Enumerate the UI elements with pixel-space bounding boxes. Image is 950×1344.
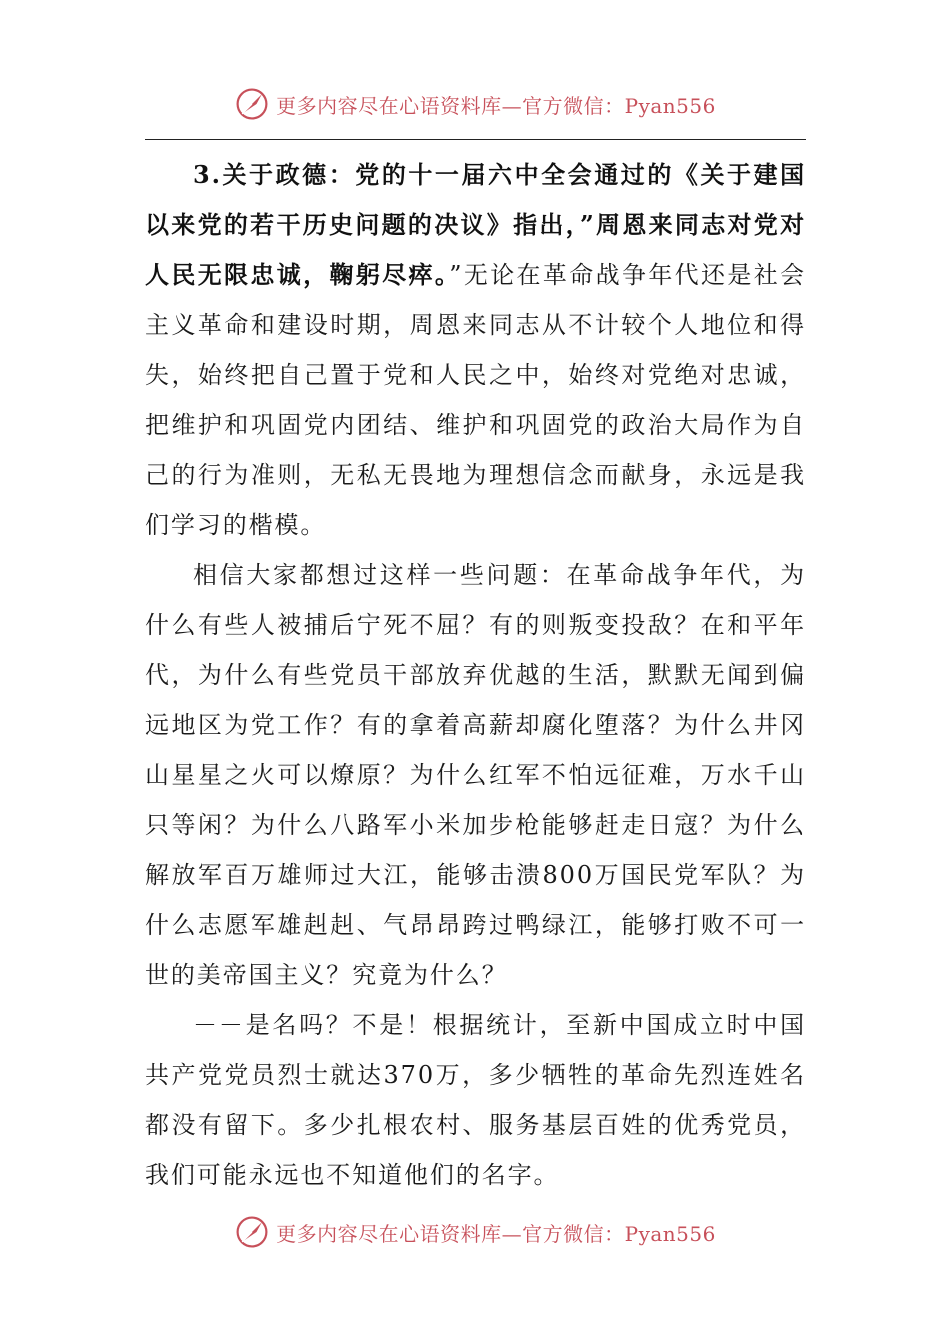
document-body bbox=[145, 150, 806, 1200]
footer-watermark bbox=[0, 1212, 950, 1252]
quill-logo-icon bbox=[234, 1214, 270, 1250]
header-watermark bbox=[0, 84, 950, 124]
paragraph-text: －－是名吗？不是！根据统计，至新中国成立时中国共产党党员烈士就达370万，多少牺牲的革命先烈连姓名都没有留下。多少扎根农村、服务基层百姓的优秀党员，我们可能永远也不知道他们的名字。 bbox=[145, 1011, 806, 1189]
watermark-text: 更多内容尽在心语资料库—官方微信：Pyan556 bbox=[276, 93, 716, 118]
paragraph-bold-lead: 3.关于政德：党的十一届六中全会通过的《关于建国以来党的若干历史问题的决议》指出，”周恩来同志对党对人民无限忠诚，鞠躬尽瘁。 bbox=[145, 160, 806, 289]
paragraph-answer bbox=[145, 1000, 806, 1200]
paragraph-questions bbox=[145, 550, 806, 1000]
watermark-text: 更多内容尽在心语资料库—官方微信：Pyan556 bbox=[276, 1221, 716, 1246]
paragraph-political-virtue bbox=[145, 150, 806, 550]
header-divider bbox=[145, 139, 806, 140]
quill-logo-icon bbox=[234, 86, 270, 122]
paragraph-text: 相信大家都想过这样一些问题：在革命战争年代，为什么有些人被捕后宁死不屈？有的则叛变投敌？在和平年代，为什么有些党员干部放弃优越的生活，默默无闻到偏远地区为党工作？有的拿着高薪却腐化堕落？为什么井冈山星星之火可以燎原？为什么红军不怕远征难，万水千山只等闲？为什么八路军小米加步枪能够赶走日寇？为什么解放军百万雄师过大江，能够击溃800万国民党军队？为什么志愿军雄赳赳、气昂昂跨过鸭绿江，能够打败不可一世的美帝国主义？究竟为什么？ bbox=[145, 561, 806, 989]
paragraph-text: ”无论在革命战争年代还是社会主义革命和建设时期，周恩来同志从不计较个人地位和得失，始终把自己置于党和人民之中，始终对党绝对忠诚，把维护和巩固党内团结、维护和巩固党的政治大局作为自己的行为准则，无私无畏地为理想信念而献身，永远是我们学习的楷模。 bbox=[145, 261, 806, 539]
